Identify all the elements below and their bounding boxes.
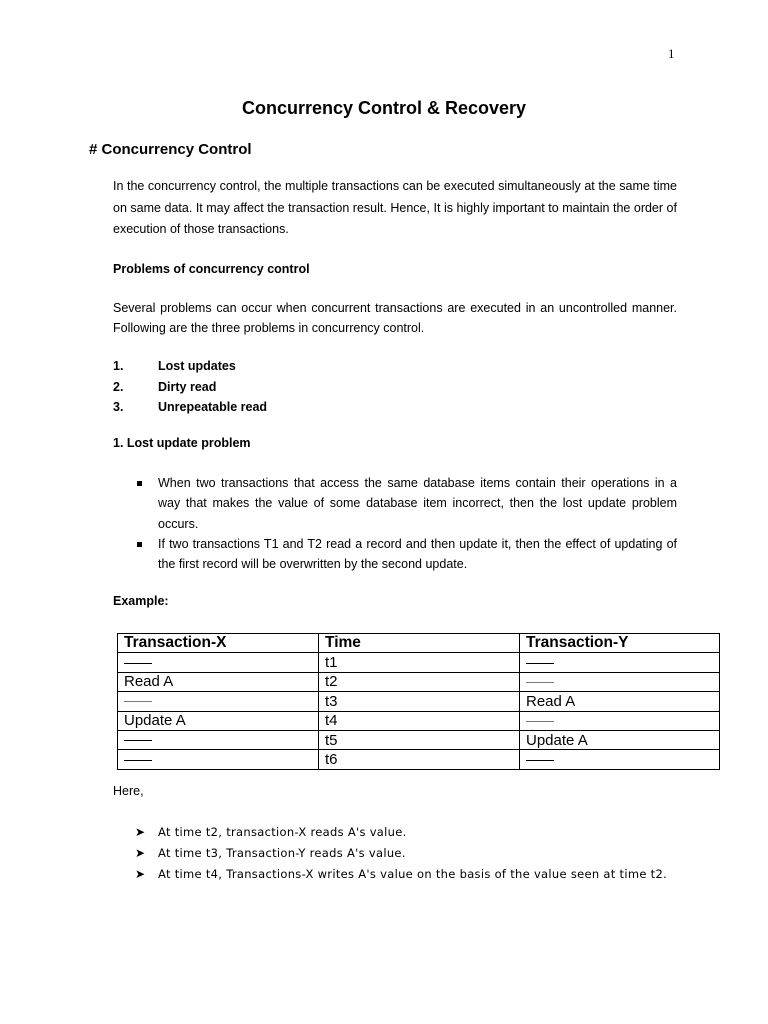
table-cell <box>520 750 720 769</box>
table-cell: Update A <box>118 711 319 730</box>
list-item <box>113 377 267 398</box>
intro-paragraph: In the concurrency control, the multiple transactions can be executed simultaneously at the same time on same data. It may affect the transaction result. Hence, It is highly important to maintain the order of execution of those transactions. <box>113 179 677 236</box>
here-label: Here, <box>113 784 144 798</box>
table-row <box>118 730 720 749</box>
page-title: Concurrency Control & Recovery <box>241 98 527 118</box>
dash-line-icon <box>526 760 554 761</box>
dash-line-icon <box>124 760 152 761</box>
table-cell <box>118 730 319 749</box>
table-cell: t5 <box>319 730 520 749</box>
table-cell <box>118 692 319 711</box>
dash-line-icon <box>526 682 554 683</box>
table-cell: t1 <box>319 653 520 672</box>
list-item <box>135 843 677 864</box>
column-header: Transaction-X <box>118 634 319 653</box>
table-cell: Read A <box>118 672 319 691</box>
table-cell <box>118 653 319 672</box>
list-item-text: At time t4, Transactions-X writes A's value on the basis of the value seen at time t2. <box>158 866 668 881</box>
dash-line-icon <box>526 721 554 722</box>
dash-line-icon <box>124 701 152 702</box>
list-item <box>135 534 677 575</box>
lost-update-heading: 1. Lost update problem <box>113 436 251 450</box>
table-cell: t4 <box>319 711 520 730</box>
dash-line-icon <box>526 663 554 664</box>
table-cell: Read A <box>520 692 720 711</box>
dash-line-icon <box>124 663 152 664</box>
page-number: 1 <box>668 46 675 61</box>
problems-list <box>113 356 267 418</box>
table-row <box>118 711 720 730</box>
square-bullet-icon <box>137 481 142 486</box>
arrow-bullet-icon: ➤ <box>135 845 146 860</box>
table-cell: Update A <box>520 730 720 749</box>
table-row <box>118 750 720 769</box>
table-cell: t3 <box>319 692 520 711</box>
table-cell <box>520 653 720 672</box>
list-item-text: When two transactions that access the same database items contain their operations in a way that makes the value of some database item incorrect, then the lost update problem occurs. <box>158 476 677 531</box>
list-number: 2. <box>113 379 124 394</box>
table-cell <box>520 672 720 691</box>
example-label: Example: <box>113 594 169 608</box>
list-item <box>135 822 677 843</box>
arrow-bullet-icon: ➤ <box>135 866 146 881</box>
section-heading: # Concurrency Control <box>89 141 252 158</box>
list-item-text: Unrepeatable read <box>158 400 268 414</box>
column-header: Transaction-Y <box>520 634 720 653</box>
list-number: 1. <box>113 359 124 373</box>
square-bullet-icon <box>137 542 142 547</box>
list-item-text: Dirty read <box>158 379 217 394</box>
list-item <box>135 473 677 534</box>
list-item <box>113 356 267 377</box>
here-list <box>135 822 677 884</box>
table-row <box>118 692 720 711</box>
list-item-text: At time t3, Transaction-Y reads A's value. <box>158 845 406 860</box>
list-item <box>135 864 677 885</box>
list-item <box>113 397 267 418</box>
table-cell <box>520 711 720 730</box>
problems-paragraph: Several problems can occur when concurrent transactions are executed in an uncontrolled manner. Following are the three problems in concurrency control. <box>113 301 677 335</box>
table-row <box>118 653 720 672</box>
table-row <box>118 672 720 691</box>
arrow-bullet-icon: ➤ <box>135 825 146 839</box>
column-header: Time <box>319 634 520 653</box>
table-header-row <box>118 634 720 653</box>
table-cell <box>118 750 319 769</box>
example-table <box>117 633 720 770</box>
table-cell: t2 <box>319 672 520 691</box>
list-item-text: At time t2, transaction-X reads A's value. <box>158 825 407 839</box>
problems-heading: Problems of concurrency control <box>113 262 310 276</box>
lost-update-bullets <box>135 473 677 574</box>
dash-line-icon <box>124 740 152 741</box>
list-item-text: If two transactions T1 and T2 read a record and then update it, then the effect of updating of the first record will be overwritten by the second update. <box>158 536 677 572</box>
list-number: 3. <box>113 400 124 414</box>
table-cell: t6 <box>319 750 520 769</box>
list-item-text: Lost updates <box>158 359 236 373</box>
